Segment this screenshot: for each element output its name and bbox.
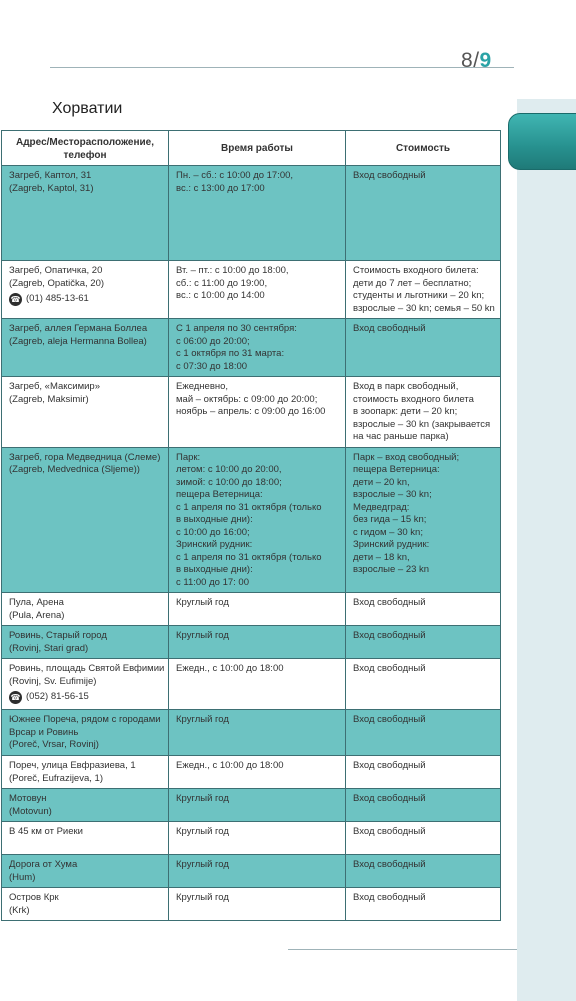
phone-number[interactable] xyxy=(9,691,161,704)
hours-line: с 10:00 до 16:00; xyxy=(176,526,250,538)
header-hours: Время работы xyxy=(169,131,346,166)
hours-cell xyxy=(169,166,346,261)
cost-cell xyxy=(346,888,501,921)
address-cell xyxy=(2,319,169,377)
cost-line: дети – 20 kn, xyxy=(353,476,410,488)
address-line: (Poreč, Eufrazijeva, 1) xyxy=(9,772,103,784)
address-cell xyxy=(2,789,169,822)
phone-number-text: (052) 81-56-15 xyxy=(26,691,89,703)
cost-line: Вход свободный xyxy=(353,663,426,674)
hours-line: Ежедневно, xyxy=(176,381,229,392)
cost-line: взрослые – 30 kn; xyxy=(353,489,432,500)
cost-line: Стоимость входного билета: xyxy=(353,265,479,276)
address-line: (Poreč, Vrsar, Rovinj) xyxy=(9,739,99,750)
hours-line: Зринский рудник: xyxy=(176,539,253,550)
address-cell xyxy=(2,710,169,756)
address-line: Мотовун xyxy=(9,793,47,804)
hours-line: с 1 апреля по 31 октября (только xyxy=(176,551,322,563)
side-panel xyxy=(517,99,576,1001)
cost-cell xyxy=(346,756,501,789)
cost-line: Вход свободный xyxy=(353,859,426,870)
cost-cell xyxy=(346,659,501,710)
hours-line: в выходные дни): xyxy=(176,514,253,525)
address-line: (Zagreb, Medvednica (Sljeme)) xyxy=(9,464,140,475)
address-line: Загреб, «Максимир» xyxy=(9,381,100,392)
bottom-divider xyxy=(288,949,517,950)
cost-line: Вход свободный xyxy=(353,597,426,608)
address-cell xyxy=(2,756,169,789)
page-total: 9 xyxy=(479,49,492,72)
header-cost: Стоимость xyxy=(346,131,501,166)
hours-cell xyxy=(169,822,346,855)
address-line: (Krk) xyxy=(9,904,30,916)
address-line: Врсар и Ровинь xyxy=(9,726,79,738)
table-row xyxy=(2,822,501,855)
cost-line: стоимость входного билета xyxy=(353,393,474,405)
address-cell xyxy=(2,888,169,921)
hours-line: Круглый год xyxy=(176,859,229,870)
cost-line: Медведград: xyxy=(353,501,410,513)
cost-line: дети – 18 kn, xyxy=(353,551,410,563)
address-line: (Rovinj, Sv. Eufimije) xyxy=(9,675,97,687)
table-row xyxy=(2,789,501,822)
address-line: (Zagreb, Maksimir) xyxy=(9,393,89,405)
hours-cell xyxy=(169,855,346,888)
address-line: Загреб, аллея Германа Боллеа xyxy=(9,323,148,334)
cost-line: Вход свободный xyxy=(353,170,426,181)
hours-cell xyxy=(169,261,346,319)
address-cell xyxy=(2,261,169,319)
address-line: Загреб, гора Медведница (Слеме) xyxy=(9,451,161,463)
hours-cell xyxy=(169,888,346,921)
address-line: Загреб, Опатичка, 20 xyxy=(9,265,103,276)
hours-line: сб.: с 11:00 до 19:00, xyxy=(176,277,268,289)
address-line: (Zagreb, Opatička, 20) xyxy=(9,277,105,289)
address-cell xyxy=(2,626,169,659)
cost-cell xyxy=(346,319,501,377)
hours-line: Вт. – пт.: с 10:00 до 18:00, xyxy=(176,265,289,276)
hours-cell xyxy=(169,447,346,593)
hours-cell xyxy=(169,626,346,659)
hours-line: ноябрь – апрель: с 09:00 до 16:00 xyxy=(176,406,326,417)
cost-line: студенты и льготники – 20 kn; xyxy=(353,290,485,301)
attractions-table xyxy=(1,130,501,921)
cost-line: Вход свободный xyxy=(353,630,426,641)
cost-cell xyxy=(346,626,501,659)
hours-line: с 06:00 до 20:00; xyxy=(176,335,250,347)
cost-cell xyxy=(346,166,501,261)
table-row xyxy=(2,626,501,659)
hours-line: С 1 апреля по 30 сентября: xyxy=(176,323,297,334)
hours-line: с 11:00 до 17: 00 xyxy=(176,576,249,588)
address-cell xyxy=(2,166,169,261)
address-line: В 45 км от Риеки xyxy=(9,826,83,837)
address-line: Пула, Арена xyxy=(9,597,64,608)
phone-number[interactable] xyxy=(9,293,161,306)
table-row xyxy=(2,593,501,626)
hours-line: Круглый год xyxy=(176,892,229,903)
hours-line: с 1 апреля по 31 октября (только xyxy=(176,501,322,513)
address-cell xyxy=(2,377,169,448)
table-row xyxy=(2,377,501,448)
cost-cell xyxy=(346,710,501,756)
address-line: (Zagreb, aleja Hermanna Bollea) xyxy=(9,335,147,347)
table-row xyxy=(2,261,501,319)
hours-line: Парк: xyxy=(176,451,201,463)
hours-line: Ежедн., с 10:00 до 18:00 xyxy=(176,663,284,674)
address-cell xyxy=(2,447,169,593)
cost-cell xyxy=(346,261,501,319)
hours-line: Круглый год xyxy=(176,630,229,641)
hours-line: в выходные дни): xyxy=(176,564,253,575)
table-body xyxy=(2,166,501,921)
hours-line: пещера Ветерница: xyxy=(176,489,263,500)
address-cell xyxy=(2,822,169,855)
table-row xyxy=(2,756,501,789)
cost-line: Вход свободный xyxy=(353,323,426,334)
cost-cell xyxy=(346,593,501,626)
address-cell xyxy=(2,659,169,710)
hours-cell xyxy=(169,377,346,448)
cost-line: без гида – 15 kn; xyxy=(353,514,427,525)
hours-line: вс.: с 13:00 до 17:00 xyxy=(176,182,265,194)
page-separator: / xyxy=(473,49,480,72)
cost-line: пещера Ветерница: xyxy=(353,464,440,475)
hours-cell xyxy=(169,756,346,789)
cost-line: Вход свободный xyxy=(353,826,426,837)
page-current: 8 xyxy=(461,49,474,72)
hours-line: Пн. – сб.: с 10:00 до 17:00, xyxy=(176,170,294,181)
address-line: (Motovun) xyxy=(9,805,52,817)
hours-cell xyxy=(169,710,346,756)
table-row xyxy=(2,447,501,593)
cost-line: Парк – вход свободный; xyxy=(353,451,460,463)
cost-cell xyxy=(346,377,501,448)
hours-line: вс.: с 10:00 до 14:00 xyxy=(176,290,265,301)
section-title: Хорватии xyxy=(52,100,123,117)
cost-line: Зринский рудник: xyxy=(353,539,430,550)
cost-cell xyxy=(346,789,501,822)
table-row xyxy=(2,319,501,377)
hours-cell xyxy=(169,593,346,626)
cost-line: дети до 7 лет – бесплатно; xyxy=(353,277,472,289)
hours-line: Круглый год xyxy=(176,793,229,804)
header-address xyxy=(2,131,169,166)
cost-line: взрослые – 30 kn; семья – 50 kn xyxy=(353,302,495,314)
table-header-row xyxy=(2,131,501,166)
cost-line: в зоопарк: дети – 20 kn; xyxy=(353,406,458,417)
address-line: (Hum) xyxy=(9,871,36,883)
cost-line: с гидом – 30 kn; xyxy=(353,526,423,538)
address-cell xyxy=(2,593,169,626)
cost-cell xyxy=(346,855,501,888)
phone-icon: ☎ xyxy=(10,693,21,702)
hours-cell xyxy=(169,659,346,710)
address-line: (Zagreb, Kaptol, 31) xyxy=(9,182,94,194)
table-row xyxy=(2,888,501,921)
address-line: Дорога от Хума xyxy=(9,859,78,870)
address-line: Ровинь, площадь Святой Евфимии xyxy=(9,663,165,674)
cost-line: Вход свободный xyxy=(353,793,426,804)
cost-line: Вход свободный xyxy=(353,892,426,903)
address-cell xyxy=(2,855,169,888)
cost-line: взрослые – 30 kn (закрывается xyxy=(353,418,491,430)
header-address-line: Адрес/Месторасположение, xyxy=(15,136,155,148)
address-line: Остров Крк xyxy=(9,892,59,903)
phone-icon: ☎ xyxy=(10,295,21,304)
address-line: Ровинь, Старый город xyxy=(9,630,107,641)
chapter-tab[interactable] xyxy=(508,113,576,170)
hours-line: летом: с 10:00 до 20:00, xyxy=(176,464,282,475)
hours-cell xyxy=(169,319,346,377)
header-address-line: телефон xyxy=(63,149,107,161)
cost-cell xyxy=(346,822,501,855)
cost-line: Вход свободный xyxy=(353,714,426,725)
page-number xyxy=(461,49,492,73)
hours-line: с 07:30 до 18:00 xyxy=(176,360,248,372)
cost-line: Вход свободный xyxy=(353,760,426,771)
hours-line: май – октябрь: с 09:00 до 20:00; xyxy=(176,393,318,405)
address-line: Пореч, улица Евфразиева, 1 xyxy=(9,760,136,771)
hours-line: Круглый год xyxy=(176,826,229,837)
address-line: Южнее Пореча, рядом с городами xyxy=(9,714,161,725)
hours-line: Ежедн., с 10:00 до 18:00 xyxy=(176,760,284,771)
phone-number-text: (01) 485-13-61 xyxy=(26,293,89,305)
address-line: (Pula, Arena) xyxy=(9,609,65,621)
top-divider xyxy=(50,67,514,68)
cost-cell xyxy=(346,447,501,593)
hours-line: Круглый год xyxy=(176,714,229,725)
table-row xyxy=(2,166,501,261)
table-row xyxy=(2,855,501,888)
cost-line: Вход в парк свободный, xyxy=(353,381,459,392)
address-line: (Rovinj, Stari grad) xyxy=(9,642,89,654)
table-row xyxy=(2,710,501,756)
address-line: Загреб, Каптол, 31 xyxy=(9,170,92,181)
cost-line: взрослые – 23 kn xyxy=(353,564,430,575)
hours-line: зимой: с 10:00 до 18:00; xyxy=(176,476,282,488)
hours-cell xyxy=(169,789,346,822)
hours-line: с 1 октября по 31 марта: xyxy=(176,348,285,359)
cost-line: на час раньше парка) xyxy=(353,431,449,442)
hours-line: Круглый год xyxy=(176,597,229,608)
table-row xyxy=(2,659,501,710)
